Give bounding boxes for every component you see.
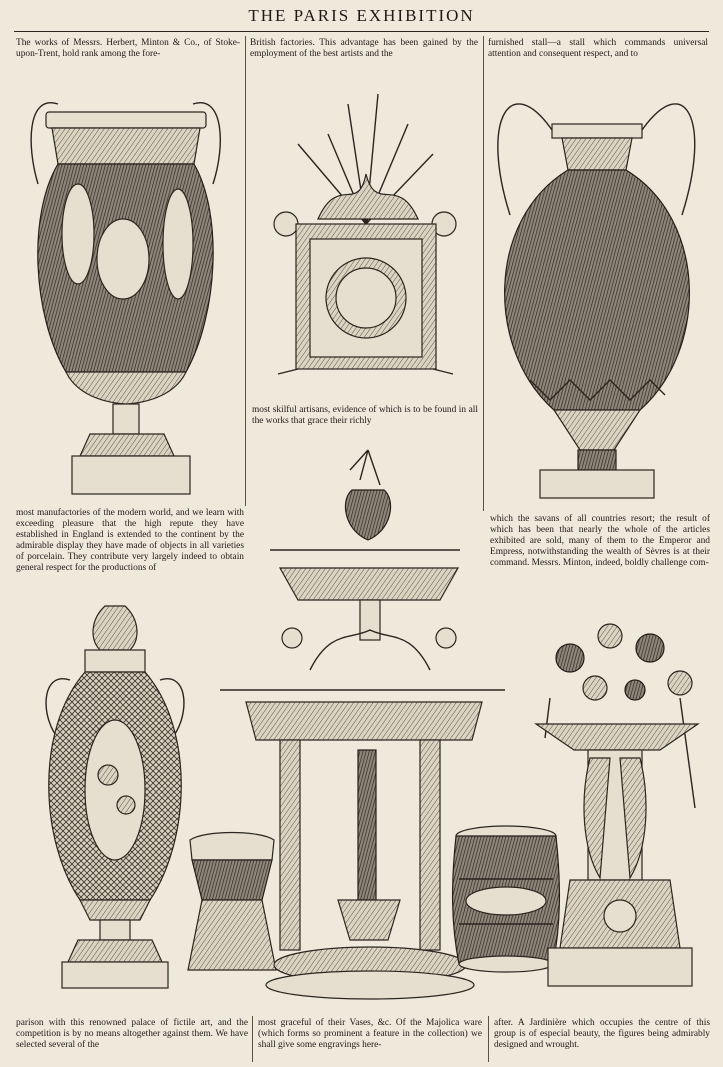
col2-bottom-text: most graceful of their Vases, &c. Of the Majolica ware (which forms so prominent a feature in the collection) we shall give some engravings here- <box>258 1018 482 1050</box>
jardiniere-illustration <box>258 84 473 399</box>
flower-stand-illustration <box>530 618 710 992</box>
header-rule <box>14 31 709 32</box>
floral-vase-illustration <box>30 600 200 992</box>
figured-vase-illustration <box>18 84 233 499</box>
col2-middle-text: most skilful artisans, evidence of which is to be found in all the works that grace their richly <box>252 405 478 426</box>
column-divider <box>252 1016 253 1062</box>
col3-top-text: furnished stall—a stall which commands universal attention and consequent respect, and to <box>488 38 708 59</box>
column-divider <box>245 36 246 506</box>
col1-bottom-text: parison with this renowned palace of fictile art, and the competition is by no means altogether against them. We have selected several of the <box>16 1018 248 1050</box>
col1-top-text: The works of Messrs. Herbert, Minton & Co., of Stoke-upon-Trent, hold rank among the fore- <box>16 38 240 59</box>
col3-middle-text: which the savans of all countries resort; the result of which has been that nearly the whole of the articles exhibited are sold, many of them to the Emperor and Empress, notwithstanding the wealth of Sèvres is at their command. Messrs. Minton, indeed, boldly challenge com- <box>490 514 710 568</box>
col1-middle-text: most manufactories of the modern world, and we learn with exceeding pleasure that the high repute they have established in England is extended to the continent by the admirable display they have made of objects in all varieties of porcelain. They contribute very largely indeed to obtain general respect for the productions of <box>16 508 244 573</box>
amphora-vase-illustration <box>490 80 705 505</box>
col3-bottom-text: after. A Jardinière which occupies the centre of this group is of especial beauty, the figures being admirably designed and wrought. <box>494 1018 710 1050</box>
page-title: THE PARIS EXHIBITION <box>248 6 475 25</box>
col2-top-text: British factories. This advantage has been gained by the employment of the best artists and the <box>250 38 478 59</box>
column-divider <box>488 1016 489 1062</box>
